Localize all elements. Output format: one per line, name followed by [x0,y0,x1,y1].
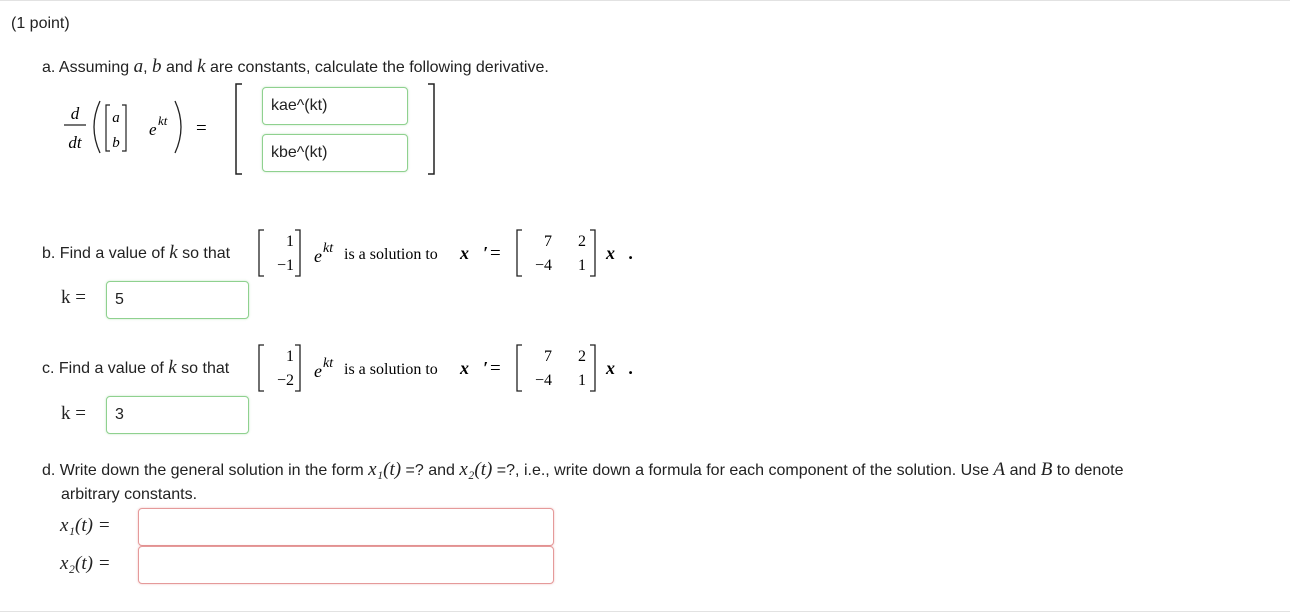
part-b-prefix: b. Find a value of [42,245,170,262]
vector-bracket-right [295,230,300,276]
var-k: k [168,357,177,378]
matrix-bracket-right [590,230,595,276]
answer-bottom-input[interactable] [262,134,408,172]
x-vector: x⃗. [606,358,634,378]
answer-bracket-left [236,84,242,174]
var-A: A [993,459,1006,480]
exp-base: e [314,246,322,266]
part-c-prefix: c. Find a value of [42,360,169,377]
x-prime: x⃗′ [460,243,489,263]
part-c-mid: so that [176,360,230,377]
vector-bracket-left [106,105,110,151]
matrix-bracket-right [590,345,595,391]
d-numerator: d [70,104,80,123]
matrix-cell-22: 1 [578,372,586,389]
vector-bottom-b: b [112,135,120,151]
part-d-eq2: =?, i.e., write down a formula for each component of the solution. Use [492,462,994,479]
vector-bracket-left [259,345,264,391]
part-a-and: and [161,59,198,76]
var-b: b [152,56,162,77]
k-label-b: k = [61,287,86,308]
part-d-suffix: to denote [1052,462,1124,479]
vector-bracket-right [295,345,300,391]
part-d-prompt-line2: arbitrary constants. [61,486,198,503]
x1-label: x₁(t) = [60,515,111,536]
exp-superscript: kt [323,356,334,371]
part-d-and: and [1005,462,1041,479]
matrix-cell-11: 7 [544,348,552,365]
x2-label: x₂(t) = [60,553,111,574]
derivative-expression [58,97,218,161]
left-paren [94,101,100,153]
var-B: B [1040,459,1053,480]
x1-input[interactable] [138,508,554,546]
vector-top: 1 [286,233,294,250]
equals-sign: = [490,243,501,264]
x1-of-t: x₁(t) [368,459,402,480]
part-b-expression [254,225,634,281]
solution-text: is a solution to [344,361,438,378]
x-prime: x⃗′ [460,358,489,378]
var-k: k [197,56,206,77]
equals-sign: = [490,358,501,379]
part-b-prompt [42,243,230,264]
vector-top-a: a [112,110,120,126]
part-c-expression [254,340,634,396]
solution-text: is a solution to [344,246,438,263]
part-a-prompt [42,57,549,78]
answer-bracket-right [428,84,434,174]
answer-top-input[interactable] [262,87,408,125]
matrix-cell-11: 7 [544,233,552,250]
points-label: (1 point) [11,15,70,32]
var-a: a [133,56,144,77]
vector-bottom: −1 [276,257,294,274]
matrix-cell-12: 2 [578,348,586,365]
exp-base: e [149,120,157,139]
k-input-b[interactable] [106,281,249,319]
k-input-c[interactable] [106,396,249,434]
vector-bracket-left [259,230,264,276]
exp-base: e [314,361,322,381]
right-paren [175,101,181,153]
k-label-c: k = [61,403,86,424]
part-c-prompt [42,358,229,379]
vector-top: 1 [286,348,294,365]
dt-denominator: dt [68,133,82,152]
x2-of-t: x₂(t) [459,459,493,480]
part-a-comma: , [143,59,152,76]
equals-sign: = [196,118,207,139]
part-a-suffix: are constants, calculate the following derivative. [205,59,549,76]
part-a-prefix: a. Assuming [42,59,134,76]
exp-superscript: kt [158,113,168,128]
exp-superscript: kt [323,241,334,256]
part-d-eq1: =? and [401,462,460,479]
part-b-mid: so that [177,245,231,262]
vector-bottom: −2 [276,372,294,389]
part-d-prompt-line1 [42,460,1124,481]
matrix-cell-12: 2 [578,233,586,250]
var-k: k [169,242,178,263]
part-d-prefix: d. Write down the general solution in the form [42,462,369,479]
matrix-bracket-left [517,345,522,391]
x-vector: x⃗. [606,243,634,263]
matrix-cell-22: 1 [578,257,586,274]
x2-input[interactable] [138,546,554,584]
vector-bracket-right [122,105,126,151]
matrix-bracket-left [517,230,522,276]
matrix-cell-21: −4 [534,257,552,274]
matrix-cell-21: −4 [534,372,552,389]
